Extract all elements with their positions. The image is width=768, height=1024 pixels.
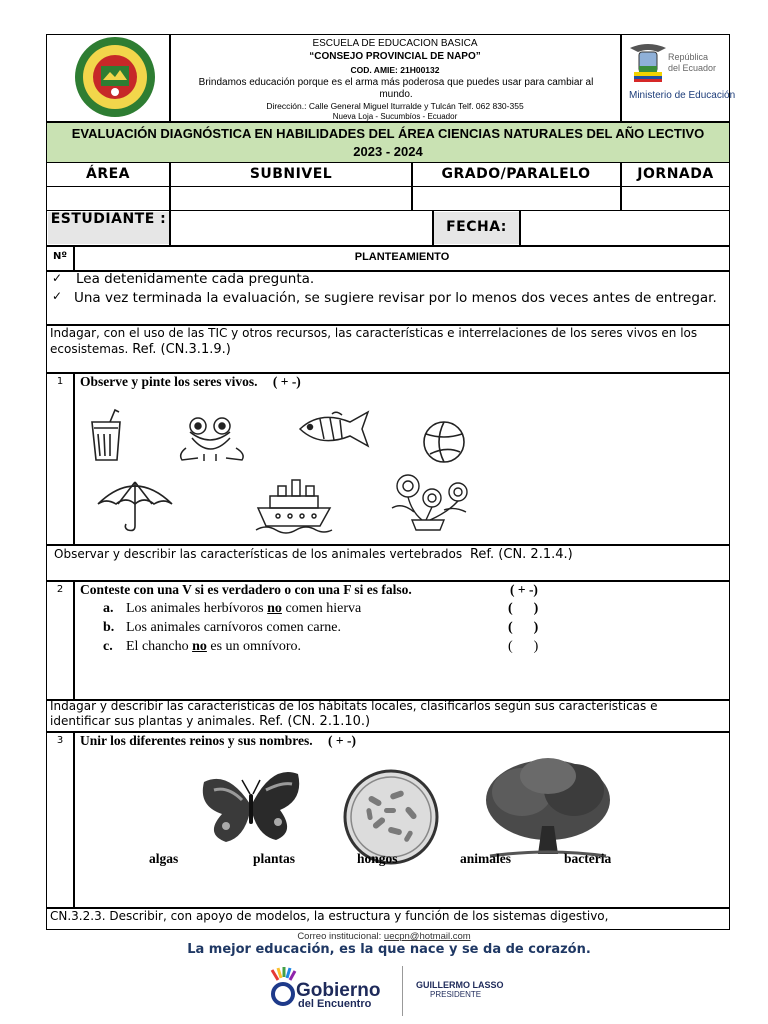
email-label: Correo institucional: (297, 931, 384, 942)
student-field[interactable] (172, 212, 430, 244)
jornada-field[interactable] (623, 188, 728, 209)
fecha-label: FECHA: (446, 219, 507, 235)
q3-score: ( + -) (328, 733, 356, 748)
footer-logo-divider (402, 966, 403, 1016)
title-line1: EVALUACIÓN DIAGNÓSTICA EN HABILIDADES DEL ÁREA CIENCIAS NATURALES DEL AÑO LECTIVO (71, 126, 705, 141)
area-label: ÁREA (85, 166, 130, 182)
q2-item-a-letter: a. (103, 601, 114, 616)
instruction-2: Una vez terminada la evaluación, se sugiere revisar por lo menos dos veces antes de entregar. (74, 290, 717, 306)
president-title: PRESIDENTE (430, 990, 482, 999)
q3-text (80, 733, 356, 749)
q2-item-b-answer[interactable]: ( ) (508, 620, 539, 635)
q2-score: ( + -) (510, 582, 538, 597)
student-label: ESTUDIANTE : (50, 211, 167, 227)
q2-item-c-em: no (192, 639, 207, 654)
q1-number: 1 (56, 376, 64, 387)
skill2-text (54, 546, 726, 563)
q1-prompt: Observe y pinte los seres vivos. (80, 374, 258, 389)
q1-score: ( + -) (272, 374, 301, 389)
q3-word-algas[interactable]: algas (149, 851, 179, 866)
skill3-body: Indagar y describir las características de los hábitats locales, clasificarlos según sus características e identificar sus plantas y animales. (50, 699, 658, 728)
school-name: ESCUELA DE EDUCACION BASICA (312, 38, 478, 49)
check-icon-1: ✓ (52, 271, 63, 285)
school-address: Dirección.: Calle General Miguel Iturralde y Tulcán Telf. 062 830-355 (266, 101, 524, 111)
q3-word-animales[interactable]: animales (460, 851, 512, 866)
email-link[interactable]: uecpn@hotmail.com (383, 931, 471, 942)
q2-item-c-letter: c. (103, 639, 113, 654)
num-header: Nº (52, 251, 67, 262)
frog-drawing[interactable] (176, 414, 248, 464)
subnivel-field[interactable] (172, 188, 409, 209)
amie-code: COD. AMIE: 21H00132 (350, 65, 440, 75)
president-name: GUILLERMO LASSO (416, 980, 504, 990)
ecuador-shield-icon (628, 40, 668, 82)
check-icon-2: ✓ (52, 289, 63, 303)
q3-number: 3 (56, 735, 64, 746)
republic-line2: del Ecuador (668, 63, 717, 73)
skill1-ref: Ref. (CN.3.1.9.) (132, 342, 231, 357)
num-col-div-q2 (73, 580, 75, 700)
header-divider-right (620, 34, 622, 122)
grado-field[interactable] (414, 188, 618, 209)
q2-item-a-text (126, 601, 361, 617)
planteamiento-header: PLANTEAMIENTO (354, 251, 450, 263)
ball-drawing[interactable] (420, 420, 468, 464)
tree-image[interactable] (482, 756, 614, 860)
area-field[interactable] (48, 188, 167, 209)
grado-label: GRADO/PARALELO (441, 166, 591, 182)
fecha-div-right (519, 210, 521, 246)
email-line (0, 931, 768, 942)
q3-word-plantas[interactable]: plantas (253, 851, 296, 866)
skill1-text (50, 325, 726, 358)
school-city: Nueva Loja - Sucumbíos - Ecuador (332, 112, 458, 121)
student-div (169, 210, 171, 246)
num-col-div-q3 (73, 731, 75, 907)
q3-prompt: Unir los diferentes reinos y sus nombres. (80, 733, 313, 748)
skill3-ref: Ref. (CN. 2.1.10.) (259, 714, 371, 729)
q2-item-a-post: comen hierva (281, 601, 362, 616)
skill2-body: Observar y describir las características de los animales vertebrados (54, 547, 463, 561)
q2-prompt: Conteste con una V si es verdadero o con una F si es falso. (80, 582, 412, 597)
q2-item-a-pre: Los animales herbívoros (126, 601, 268, 616)
skill1-body: Indagar, con el uso de las TIC y otros recursos, las características e interrelaciones de los seres vivos en los ecosistemas. (50, 326, 698, 356)
subnivel-label: SUBNIVEL (249, 166, 333, 182)
q2-item-c-pre: El chancho (126, 639, 193, 654)
footer-slogan: La mejor educación, es la que nace y se da de corazón. (187, 942, 591, 957)
ship-drawing[interactable] (254, 474, 334, 536)
flower-pot-drawing[interactable] (378, 472, 476, 532)
q2-item-c-post: es un omnívoro. (206, 639, 301, 654)
q2-item-a-answer[interactable]: ( ) (508, 601, 539, 616)
ministry-name: Ministerio de Educación (629, 90, 736, 101)
republic-line1: República (668, 52, 709, 62)
skill2-ref: Ref. (CN. 2.1.4.) (469, 547, 573, 562)
q1-text (80, 374, 301, 390)
q2-item-b-letter: b. (103, 620, 115, 635)
school-seal-logo (74, 36, 156, 118)
q3-word-bacteria[interactable]: bacteria (564, 851, 612, 866)
school-motto: Brindamos educación porque es el arma más poderosa que puedes usar para cambiar al mundo. (198, 77, 594, 100)
skill3-text (50, 699, 720, 729)
butterfly-image[interactable] (198, 760, 304, 846)
q3-word-hongos[interactable]: hongos (357, 851, 398, 866)
num-col-div-q1 (73, 372, 75, 544)
q2-item-c-text (126, 639, 301, 655)
fecha-field[interactable] (522, 212, 728, 244)
fish-drawing[interactable] (296, 410, 372, 448)
title-line2: 2023 - 2024 (353, 144, 423, 159)
q2-item-c-answer[interactable]: ( ) (508, 639, 539, 654)
gobierno-logo-icon (270, 966, 296, 1008)
umbrella-drawing[interactable] (96, 478, 174, 534)
gobierno-word: Gobierno (296, 980, 381, 1001)
q2-item-b-text: Los animales carnívoros comen carne. (126, 620, 341, 635)
q2-item-a-em: no (267, 601, 282, 616)
jornada-label: JORNADA (637, 166, 714, 182)
gobierno-subword: del Encuentro (298, 998, 372, 1010)
skill4-text: CN.3.2.3. Describir, con apoyo de modelos, la estructura y función de los sistemas digestivo, (50, 909, 609, 923)
instruction-1: Lea detenidamente cada pregunta. (76, 271, 315, 287)
council-name: “CONSEJO PROVINCIAL DE NAPO” (309, 51, 481, 62)
glass-drawing[interactable] (88, 408, 128, 464)
q2-number: 2 (56, 584, 64, 595)
